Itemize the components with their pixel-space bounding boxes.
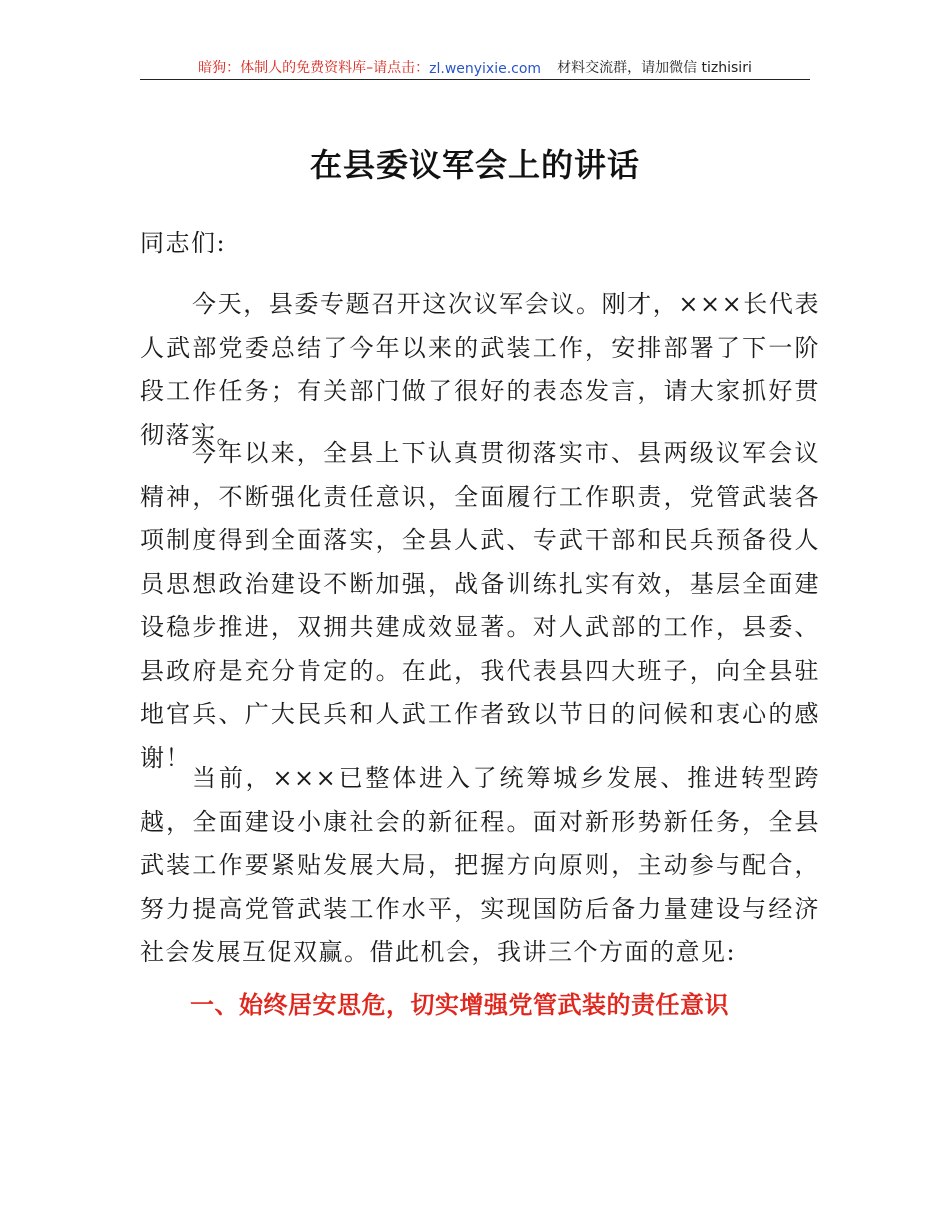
page-header: [140, 56, 810, 80]
paragraph-3: 当前，×××已整体进入了统筹城乡发展、推进转型跨越，全面建设小康社会的新征程。面对新形势新任务，全县武装工作要紧贴发展大局，把握方向原则，主动参与配合，努力提高党管武装工作水平，实现国防后备力量建设与经济社会发展互促双赢。借此机会，我讲三个方面的意见:: [140, 764, 820, 966]
paragraph-1: 今天，县委专题召开这次议军会议。刚才，×××长代表人武部党委总结了今年以来的武装工作，安排部署了下一阶段工作任务；有关部门做了很好的表态发言，请大家抓好贯彻落实。: [140, 290, 820, 449]
document-title: 在县委议军会上的讲话: [309, 146, 640, 184]
section-heading-1: 一、始终居安思危，切实增强党管武装的责任意识: [190, 991, 729, 1019]
header-link[interactable]: zl.wenyixie.com: [429, 61, 542, 77]
header-wechat-note: 材料交流群，请加微信 tizhisiri: [557, 60, 752, 76]
salutation: 同志们:: [140, 229, 227, 257]
header-brand: 暗狗：体制人的免费资料库: [198, 60, 367, 76]
paragraph-2: 今年以来，全县上下认真贯彻落实市、县两级议军会议精神，不断强化责任意识，全面履行工作职责，党管武装各项制度得到全面落实，全县人武、专武干部和民兵预备役人员思想政治建设不断加强，战备训练扎实有效，基层全面建设稳步推进，双拥共建成效显著。对人武部的工作，县委、县政府是充分肯定的。在此，我代表县四大班子，向全县驻地官兵、广大民兵和人武工作者致以节日的问候和衷心的感谢！: [140, 439, 820, 772]
header-prompt: –请点击：: [366, 60, 430, 76]
